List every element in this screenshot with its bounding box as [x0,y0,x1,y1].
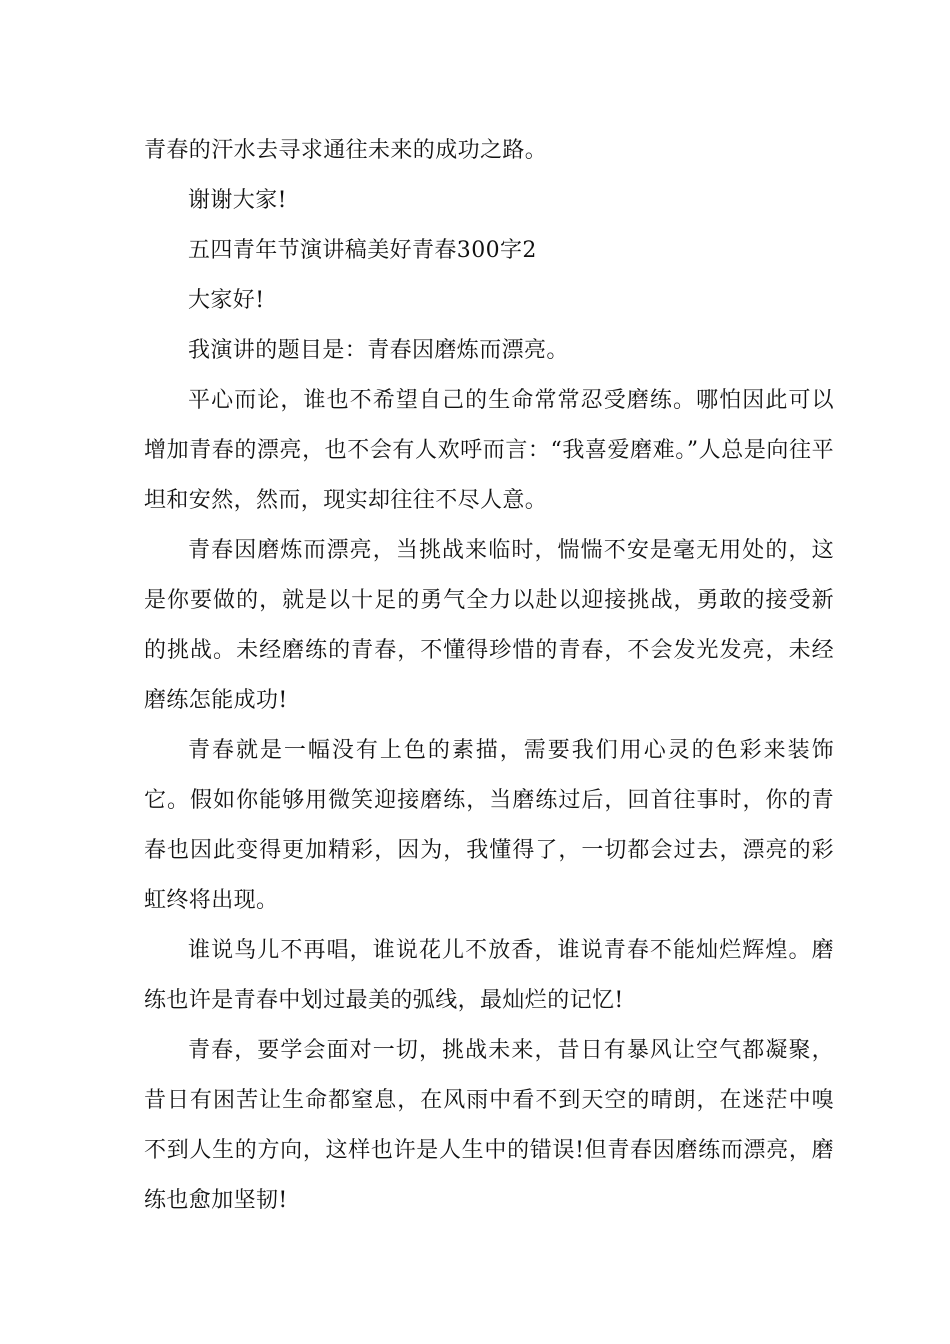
paragraph-body-1: 平心而论，谁也不希望自己的生命常常忍受磨练。哪怕因此可以增加青春的漂亮，也不会有人欢呼而言：“我喜爱磨难。”人总是向往平坦和安然，然而，现实却往往不尽人意。 [144,388,834,513]
paragraph-greeting: 大家好! [188,288,265,313]
paragraph-topic: 我演讲的题目是：青春因磨炼而漂亮。 [188,338,569,363]
paragraph-body-2: 青春因磨炼而漂亮，当挑战来临时，惴惴不安是毫无用处的，这是你要做的，就是以十足的勇气全力以赴以迎接挑战，勇敢的接受新的挑战。未经磨练的青春，不懂得珍惜的青春，不会发光发亮，未经磨练怎能成功! [144,538,834,713]
section-heading: 五四青年节演讲稿美好青春300字2 [188,238,537,263]
paragraph-body-4: 谁说鸟儿不再唱，谁说花儿不放香，谁说青春不能灿烂辉煌。磨练也许是青春中划过最美的弧线，最灿烂的记忆! [144,938,834,1013]
document-body [144,126,834,1226]
paragraph-continuation: 青春的汗水去寻求通往未来的成功之路。 [144,138,548,163]
paragraph-thanks: 谢谢大家! [188,188,287,213]
paragraph-body-5: 青春，要学会面对一切，挑战未来，昔日有暴风让空气都凝聚，昔日有困苦让生命都窒息，在风雨中看不到天空的晴朗，在迷茫中嗅不到人生的方向，这样也许是人生中的错误!但青春因磨练而漂亮，磨练也愈加坚韧! [144,1038,834,1213]
paragraph-body-3: 青春就是一幅没有上色的素描，需要我们用心灵的色彩来装饰它。假如你能够用微笑迎接磨练，当磨练过后，回首往事时，你的青春也因此变得更加精彩，因为，我懂得了，一切都会过去，漂亮的彩虹终将出现。 [144,738,834,913]
